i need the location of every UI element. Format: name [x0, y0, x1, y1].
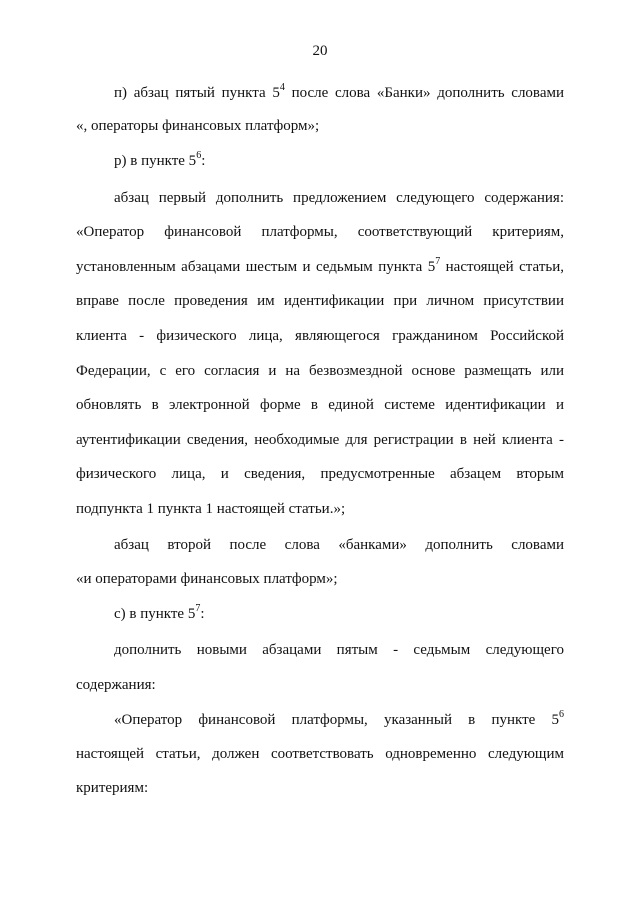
- add-para-line-2: содержания:: [76, 677, 156, 693]
- first-para-line-9: физического лица, и сведения, предусмотренные абзацем вторым: [76, 466, 564, 482]
- paragraph-p-line-2: «, операторы финансовых платформ»;: [76, 118, 320, 134]
- second-para-line-2: «и операторами финансовых платформ»;: [76, 571, 338, 587]
- superscript: 6: [196, 150, 202, 161]
- text-segment: п) абзац пятый пункта 5: [114, 85, 280, 101]
- paragraph-p-line-1: [114, 84, 564, 102]
- text-segment: после слова «Банки» дополнить словами: [284, 85, 564, 101]
- operator-para-line-2: настоящей статьи, должен соответствовать одновременно следующим: [76, 746, 564, 762]
- operator-para-line-1: [114, 711, 564, 729]
- superscript: 4: [279, 82, 285, 93]
- text-segment: «Оператор финансовой платформы, указанный в пункте 5: [114, 712, 559, 728]
- first-para-line-5: клиента - физического лица, являющегося гражданином Российской: [76, 328, 564, 344]
- first-para-line-6: Федерации, с его согласия и на безвозмездной основе размещать или: [76, 363, 564, 379]
- text-segment: р) в пункте 5: [114, 153, 197, 169]
- text-segment: :: [200, 606, 205, 622]
- first-para-line-4: вправе после проведения им идентификации при личном присутствии: [76, 293, 564, 309]
- first-para-line-2: «Оператор финансовой платформы, соответствующий критериям,: [76, 224, 564, 240]
- text-segment: установленным абзацами шестым и седьмым пункта 5: [76, 259, 436, 275]
- paragraph-s-line-1: [114, 605, 564, 623]
- text-segment: настоящей статьи,: [440, 259, 564, 275]
- first-para-line-10: подпункта 1 пункта 1 настоящей статьи.»;: [76, 501, 346, 517]
- first-para-line-7: обновлять в электронной форме в единой системе идентификации и: [76, 397, 564, 413]
- superscript: 6: [559, 709, 564, 720]
- page-number: 20: [312, 43, 328, 59]
- text-segment: :: [201, 153, 206, 169]
- second-para-line-1: абзац второй после слова «банками» дополнить словами: [114, 537, 564, 553]
- first-para-line-8: аутентификации сведения, необходимые для регистрации в ней клиента -: [76, 432, 564, 448]
- first-para-line-1: абзац первый дополнить предложением следующего содержания:: [114, 190, 564, 206]
- text-segment: с) в пункте 5: [114, 606, 196, 622]
- superscript: 7: [195, 603, 201, 614]
- first-para-line-3: [76, 258, 564, 276]
- paragraph-r-line-1: [114, 152, 564, 170]
- superscript: 7: [435, 256, 441, 267]
- add-para-line-1: дополнить новыми абзацами пятым - седьмым следующего: [114, 642, 564, 658]
- operator-para-line-3: критериям:: [76, 780, 149, 796]
